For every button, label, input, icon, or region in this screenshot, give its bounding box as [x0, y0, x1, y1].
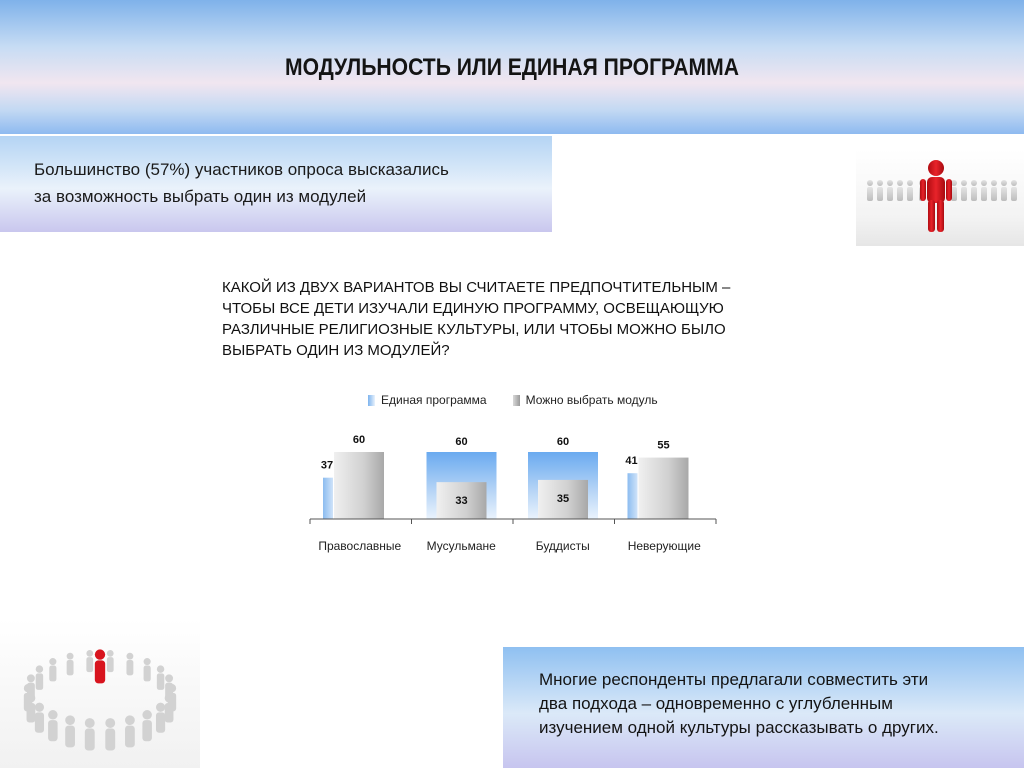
bottom-note-box [503, 647, 1024, 768]
category-label-0: Православные [318, 539, 402, 553]
summary-line-1: Большинство (57%) участников опроса высказались [34, 160, 449, 179]
bar-module-3 [639, 458, 689, 519]
legend-label-module: Можно выбрать модуль [525, 393, 658, 407]
summary-line-2: за возможность выбрать один из модулей [34, 187, 367, 206]
legend-label-unified: Единая программа [381, 393, 487, 407]
category-label-1: Мусульмане [426, 539, 496, 553]
value-label-unified-1: 60 [455, 436, 468, 448]
bottom-line-2: два подхода – одновременно с углубленным [539, 694, 893, 713]
question-line-3: РАЗЛИЧНЫЕ РЕЛИГИОЗНЫЕ КУЛЬТУРЫ, ИЛИ ЧТОБЫ МОЖНО БЫЛО [222, 321, 726, 338]
question-line-4: ВЫБРАТЬ ОДИН ИЗ МОДУЛЕЙ? [222, 342, 450, 359]
value-label-module-1: 33 [455, 495, 468, 508]
bar-unified-0 [323, 478, 333, 519]
bar-unified-3 [628, 473, 638, 519]
value-label-unified-0: 37 [320, 459, 334, 472]
value-label-module-3: 55 [657, 439, 670, 452]
bottom-line-3: изучением одной культуры рассказывать о других. [539, 718, 939, 737]
value-label-module-0: 60 [352, 434, 366, 446]
bar-module-0 [334, 452, 384, 519]
bottom-note-text [539, 668, 1024, 740]
red-person-in-circle-icon [0, 618, 200, 768]
value-label-unified-2: 60 [556, 436, 570, 448]
bottom-line-1: Многие респонденты предлагали совместить эти [539, 670, 929, 689]
value-label-module-2: 35 [556, 492, 570, 505]
category-label-3: Неверующие [627, 539, 701, 553]
question-line-2: ЧТОБЫ ВСЕ ДЕТИ ИЗУЧАЛИ ЕДИНУЮ ПРОГРАММУ, ОСВЕЩАЮЩУЮ [222, 300, 724, 317]
page-title: МОДУЛЬНОСТЬ ИЛИ ЕДИНАЯ ПРОГРАММА [285, 54, 739, 81]
question-line-1: КАКОЙ ИЗ ДВУХ ВАРИАНТОВ ВЫ СЧИТАЕТЕ ПРЕДПОЧТИТЕЛЬНЫМ – [222, 279, 731, 296]
value-label-unified-3: 41 [625, 455, 638, 468]
category-label-2: Буддисты [535, 539, 590, 553]
